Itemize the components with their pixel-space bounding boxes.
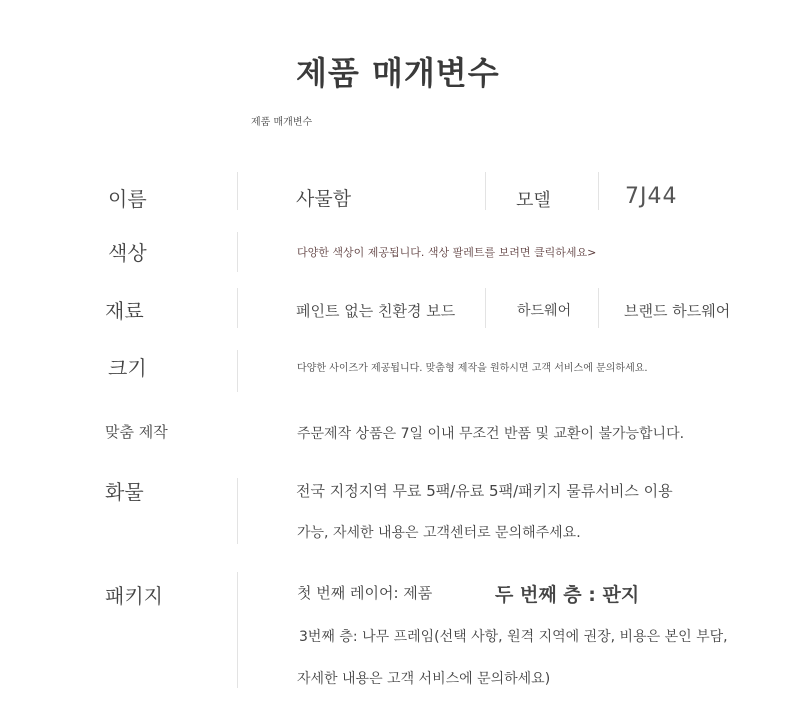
name-label: 이름 [108,187,147,211]
material-label: 재료 [105,299,144,323]
column-divider [237,350,238,392]
page-subtitle: 제품 매개변수 [251,117,313,128]
column-divider [237,478,238,544]
package-label: 패키지 [105,584,163,608]
column-divider [237,288,238,328]
freight-value-line1: 전국 지정지역 무료 5팩/유료 5팩/패키지 물류서비스 이용 [296,482,673,500]
column-divider [237,232,238,272]
model-value: 7J44 [625,184,678,209]
hardware-label: 하드웨어 [517,303,572,319]
column-divider [237,172,238,210]
package-layer3: 3번째 층: 나무 프레임(선택 사항, 원격 지역에 권장, 비용은 본인 부담, [299,629,728,645]
package-layer1: 첫 번째 레이어: 제품 [297,584,433,602]
column-divider [598,288,599,328]
package-layer2: 두 번째 층 : 판지 [495,584,640,606]
column-divider [237,572,238,688]
model-label: 모델 [516,190,551,211]
page-title: 제품 매개변수 [296,54,500,92]
package-layer3-cont: 자세한 내용은 고객 서비스에 문의하세요) [297,671,551,687]
column-divider [485,172,486,210]
column-divider [485,288,486,328]
color-palette-link[interactable]: 다양한 색상이 제공됩니다. 색상 팔레트를 보려면 클릭하세요> [297,246,597,259]
custom-label: 맞춤 제작 [105,423,168,441]
hardware-value: 브랜드 하드웨어 [624,302,731,320]
name-value: 사물함 [296,188,352,210]
custom-value: 주문제작 상품은 7일 이내 무조건 반품 및 교환이 불가능합니다. [297,426,685,442]
freight-label: 화물 [105,480,144,504]
size-value: 다양한 사이즈가 제공됩니다. 맞춤형 제작을 원하시면 고객 서비스에 문의하세요. [297,363,648,374]
material-value: 페인트 없는 친환경 보드 [296,302,456,320]
color-label: 색상 [108,241,147,265]
freight-value-line2: 가능, 자세한 내용은 고객센터로 문의해주세요. [297,525,581,541]
column-divider [598,172,599,210]
size-label: 크기 [108,356,147,380]
